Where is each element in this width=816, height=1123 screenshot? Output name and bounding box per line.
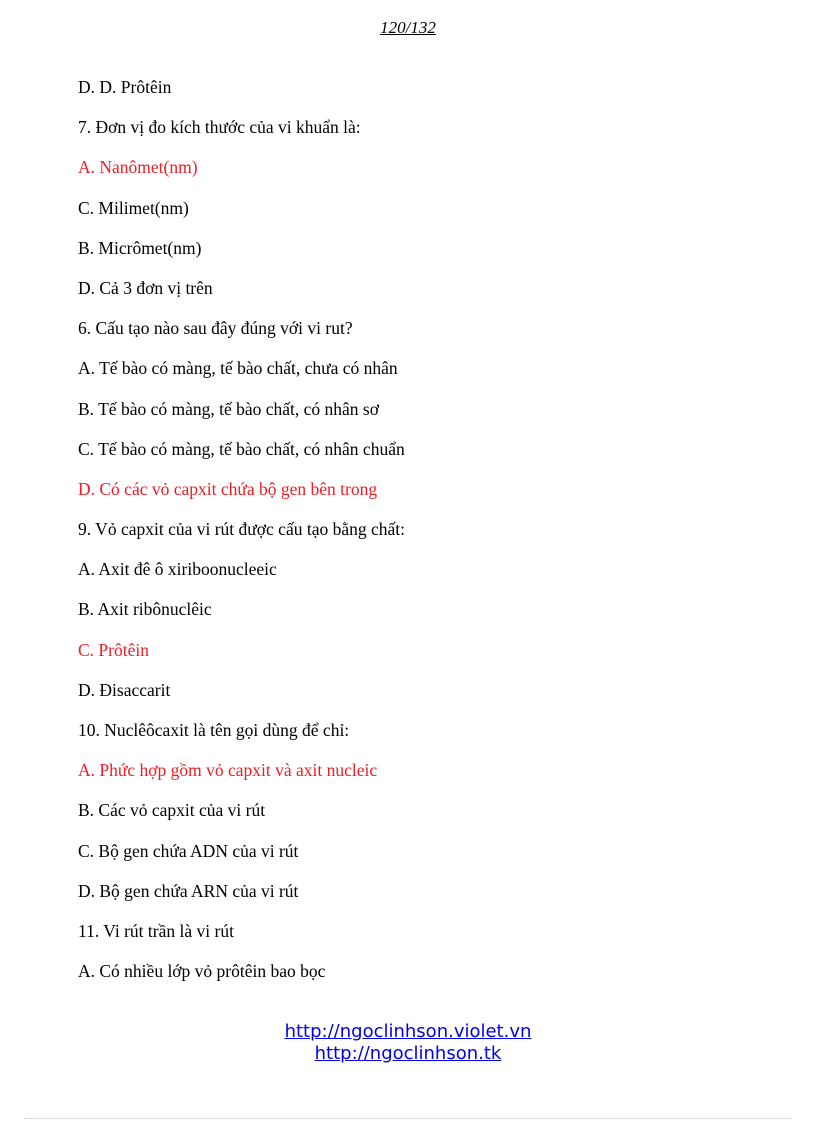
list-item: C. Bộ gen chứa ADN của vi rút [78, 840, 299, 861]
question-line: 7. Đơn vị đo kích thước của vi khuẩn là: [78, 117, 361, 138]
question-line: 9. Vỏ capxit của vi rút được cấu tạo bằng chất: [78, 519, 405, 540]
footer-link-tk[interactable]: http://ngoclinhson.tk [314, 1043, 502, 1064]
list-item: D. D. Prôtêin [78, 77, 172, 97]
list-item: B. Axit ribônuclêic [78, 599, 212, 620]
list-item: B. Micrômet(nm) [78, 237, 202, 258]
question-line: 6. Cấu tạo nào sau đây đúng với vi rut? [78, 318, 353, 339]
page-bottom-divider [24, 1118, 792, 1119]
footer-links [0, 1021, 816, 1065]
list-item: B. Các vỏ capxit của vi rút [78, 800, 266, 821]
answer-option: A. Phức hợp gồm vỏ capxit và axit nucleic [78, 760, 378, 781]
list-item: C. Tế bào có màng, tế bào chất, có nhân chuẩn [78, 438, 405, 459]
list-item: B. Tế bào có màng, tế bào chất, có nhân sơ [78, 398, 379, 419]
list-item: A. Axit đê ô xiriboonucleeic [78, 559, 277, 580]
question-line: 11. Vi rút trần là vi rút [78, 920, 234, 941]
footer-link-violet[interactable]: http://ngoclinhson.violet.vn [284, 1021, 532, 1042]
list-item: D. Đisaccarit [78, 679, 171, 700]
question-line: 10. Nuclêôcaxit là tên gọi dùng để chỉ: [78, 720, 350, 740]
list-item: A. Tế bào có màng, tế bào chất, chưa có nhân [78, 358, 398, 379]
answer-option: C. Prôtêin [78, 639, 149, 660]
question-list [78, 74, 758, 998]
list-item: D. Bộ gen chứa ARN của vi rút [78, 880, 299, 901]
list-item: C. Milimet(nm) [78, 197, 189, 218]
list-item: D. Cả 3 đơn vị trên [78, 277, 213, 298]
answer-option: D. Có các vỏ capxit chứa bộ gen bên trong [78, 478, 378, 499]
list-item: A. Có nhiều lớp vỏ prôtêin bao bọc [78, 961, 326, 982]
answer-option: A. Nanômet(nm) [78, 157, 198, 178]
page-number: 120/132 [380, 18, 436, 37]
